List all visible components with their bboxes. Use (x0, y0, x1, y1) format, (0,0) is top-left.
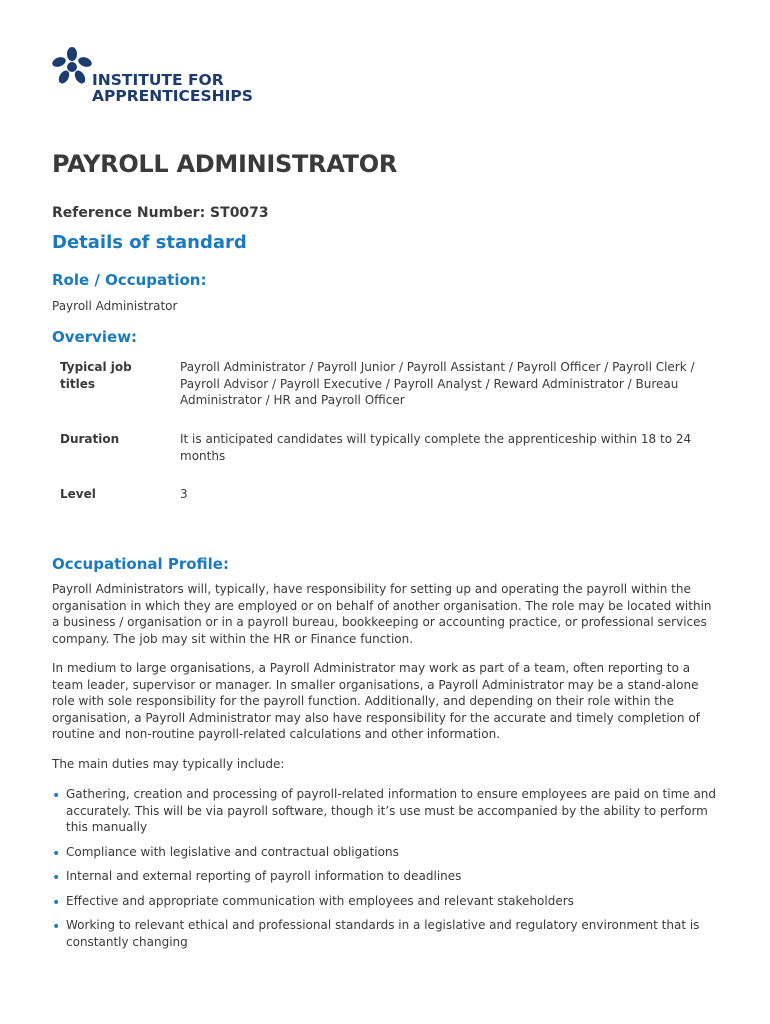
duty-text: Compliance with legislative and contractual obligations (66, 844, 399, 859)
overview-label-line: titles (60, 376, 95, 391)
institute-logo (52, 47, 292, 107)
occupational-profile-heading: Occupational Profile: (52, 555, 229, 573)
bullet-icon: • (52, 919, 61, 935)
profile-paragraph: The main duties may typically include: (52, 757, 285, 771)
overview-label-line: Duration (60, 432, 120, 446)
overview-label (60, 486, 170, 503)
bullet-icon: • (52, 870, 61, 886)
overview-label (60, 431, 170, 448)
logo-line-1: INSTITUTE FOR (92, 71, 224, 89)
profile-paragraph: In medium to large organisations, a Payroll Administrator may work as part of a team, often reporting to a team leader, supervisor or manager. In smaller organisations, a Payroll Administrator may be a stand-alone role with sole responsibility for the payroll function. Additionally, and depending on their role within the organisation, a Payroll Administrator may also have responsibility for the accurate and timely completion of routine and non-routine payroll-related calculations and other information. (52, 661, 700, 741)
duty-text: Working to relevant ethical and professional standards in a legislative and regulatory environment that is constantly changing (66, 918, 700, 949)
role-value: Payroll Administrator (52, 299, 178, 313)
logo-wordmark (92, 72, 253, 104)
overview-heading: Overview: (52, 328, 138, 346)
overview-label (60, 359, 170, 392)
duties-list (52, 786, 722, 958)
overview-label-line: Level (60, 487, 96, 501)
overview-value: It is anticipated candidates will typically complete the apprenticeship within 18 to 24 months (180, 432, 692, 463)
duty-text: Gathering, creation and processing of payroll-related information to ensure employees are paid on time and accurately. This will be via payroll software, though it’s use must be accompanied by the ability to perform this manually (66, 787, 717, 834)
duty-text: Internal and external reporting of payroll information to deadlines (66, 869, 462, 883)
overview-label-line: Typical job (60, 360, 132, 374)
list-item (52, 893, 722, 910)
reference-number: Reference Number: ST0073 (52, 205, 269, 221)
page-title: PAYROLL ADMINISTRATOR (52, 150, 397, 178)
list-item (52, 868, 722, 885)
duty-text: Effective and appropriate communication with employees and relevant stakeholders (66, 893, 574, 908)
list-item (52, 786, 722, 836)
profile-paragraph: Payroll Administrators will, typically, have responsibility for setting up and operating the payroll within the organisation in which they are employed or on behalf of another organisation. The role may be located within a business / organisation or in a payroll bureau, bookkeeping or accounting practice, or professional services company. The job may sit within the HR or Finance function. (52, 582, 712, 646)
bullet-icon: • (52, 788, 61, 804)
list-item (52, 917, 722, 950)
overview-value: Payroll Administrator / Payroll Junior / Payroll Assistant / Payroll Officer / Payroll Clerk / Payroll Advisor / Payroll Executive / Payroll Analyst / Reward Administrator / Bureau Administrator / HR and Payroll Officer (180, 360, 695, 407)
role-heading: Role / Occupation: (52, 271, 207, 289)
bullet-icon: • (52, 894, 61, 911)
star-burst-icon (52, 47, 92, 87)
list-item (52, 844, 722, 861)
logo-line-2: APPRENTICESHIPS (92, 87, 253, 105)
overview-value: 3 (180, 487, 188, 501)
details-heading: Details of standard (52, 232, 247, 253)
bullet-icon: • (52, 845, 61, 862)
